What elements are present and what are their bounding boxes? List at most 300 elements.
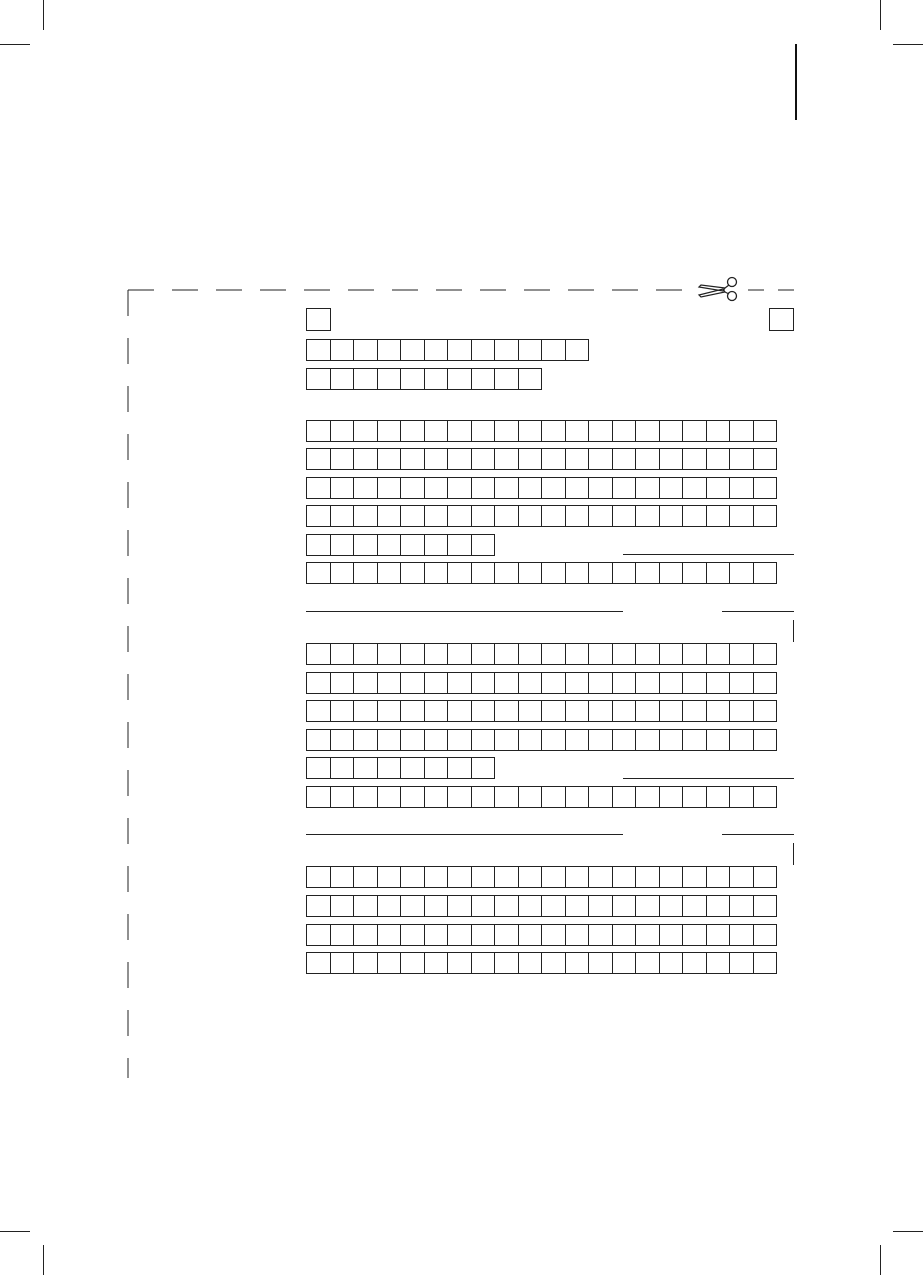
- character-box[interactable]: [353, 924, 378, 946]
- character-box[interactable]: [377, 368, 402, 390]
- character-box[interactable]: [306, 339, 331, 361]
- character-box[interactable]: [447, 420, 472, 442]
- character-box[interactable]: [471, 534, 496, 556]
- character-box[interactable]: [471, 866, 496, 888]
- character-box[interactable]: [565, 643, 590, 665]
- character-box[interactable]: [635, 786, 660, 808]
- character-box[interactable]: [706, 786, 731, 808]
- character-box[interactable]: [541, 729, 566, 751]
- character-box[interactable]: [753, 505, 778, 527]
- character-box[interactable]: [588, 562, 613, 584]
- character-box[interactable]: [565, 924, 590, 946]
- character-box[interactable]: [588, 729, 613, 751]
- character-box[interactable]: [306, 924, 331, 946]
- character-box[interactable]: [659, 672, 684, 694]
- character-box[interactable]: [659, 729, 684, 751]
- character-box[interactable]: [565, 786, 590, 808]
- character-box[interactable]: [400, 368, 425, 390]
- character-box[interactable]: [729, 672, 754, 694]
- character-box[interactable]: [447, 477, 472, 499]
- character-box[interactable]: [494, 368, 519, 390]
- character-box[interactable]: [588, 952, 613, 974]
- character-box[interactable]: [518, 866, 543, 888]
- character-box[interactable]: [659, 420, 684, 442]
- character-box[interactable]: [541, 505, 566, 527]
- character-box[interactable]: [541, 448, 566, 470]
- character-box[interactable]: [306, 729, 331, 751]
- character-box[interactable]: [471, 786, 496, 808]
- character-box[interactable]: [635, 952, 660, 974]
- character-box[interactable]: [706, 420, 731, 442]
- character-box[interactable]: [471, 757, 496, 779]
- character-box[interactable]: [377, 672, 402, 694]
- character-box[interactable]: [306, 700, 331, 722]
- character-box[interactable]: [494, 505, 519, 527]
- character-box[interactable]: [447, 562, 472, 584]
- character-box[interactable]: [706, 562, 731, 584]
- character-box[interactable]: [635, 477, 660, 499]
- character-box[interactable]: [424, 643, 449, 665]
- character-box[interactable]: [353, 420, 378, 442]
- character-box[interactable]: [518, 895, 543, 917]
- character-box[interactable]: [306, 505, 331, 527]
- character-box[interactable]: [330, 534, 355, 556]
- character-box[interactable]: [353, 866, 378, 888]
- character-box[interactable]: [377, 534, 402, 556]
- character-box[interactable]: [706, 952, 731, 974]
- character-box[interactable]: [518, 729, 543, 751]
- character-box[interactable]: [588, 643, 613, 665]
- character-box[interactable]: [635, 895, 660, 917]
- character-box[interactable]: [518, 786, 543, 808]
- character-box[interactable]: [424, 700, 449, 722]
- character-box[interactable]: [377, 643, 402, 665]
- character-box[interactable]: [706, 505, 731, 527]
- character-box[interactable]: [729, 505, 754, 527]
- character-box[interactable]: [471, 477, 496, 499]
- character-box[interactable]: [518, 924, 543, 946]
- character-box[interactable]: [330, 448, 355, 470]
- character-box[interactable]: [659, 924, 684, 946]
- character-box[interactable]: [682, 672, 707, 694]
- character-box[interactable]: [471, 924, 496, 946]
- character-box[interactable]: [494, 477, 519, 499]
- character-box[interactable]: [424, 339, 449, 361]
- character-box[interactable]: [471, 562, 496, 584]
- character-box[interactable]: [612, 729, 637, 751]
- character-box[interactable]: [377, 924, 402, 946]
- character-box[interactable]: [424, 757, 449, 779]
- character-box[interactable]: [518, 368, 543, 390]
- character-box[interactable]: [447, 924, 472, 946]
- character-box[interactable]: [424, 534, 449, 556]
- character-box[interactable]: [424, 368, 449, 390]
- character-box[interactable]: [518, 339, 543, 361]
- character-box[interactable]: [447, 643, 472, 665]
- character-box[interactable]: [612, 700, 637, 722]
- character-box[interactable]: [612, 952, 637, 974]
- character-box[interactable]: [729, 448, 754, 470]
- character-box[interactable]: [424, 477, 449, 499]
- character-box[interactable]: [306, 643, 331, 665]
- character-box[interactable]: [306, 562, 331, 584]
- character-box[interactable]: [635, 924, 660, 946]
- character-box[interactable]: [494, 729, 519, 751]
- character-box[interactable]: [706, 700, 731, 722]
- character-box[interactable]: [447, 368, 472, 390]
- character-box[interactable]: [612, 420, 637, 442]
- character-box[interactable]: [471, 368, 496, 390]
- character-box[interactable]: [635, 866, 660, 888]
- character-box[interactable]: [753, 866, 778, 888]
- character-box[interactable]: [753, 700, 778, 722]
- character-box[interactable]: [494, 420, 519, 442]
- character-box[interactable]: [377, 729, 402, 751]
- character-box[interactable]: [306, 477, 331, 499]
- character-box[interactable]: [424, 448, 449, 470]
- character-box[interactable]: [612, 477, 637, 499]
- character-box[interactable]: [682, 477, 707, 499]
- character-box[interactable]: [729, 952, 754, 974]
- character-box[interactable]: [729, 786, 754, 808]
- character-box[interactable]: [306, 866, 331, 888]
- character-box[interactable]: [541, 643, 566, 665]
- character-box[interactable]: [518, 448, 543, 470]
- character-box[interactable]: [588, 672, 613, 694]
- character-box[interactable]: [612, 672, 637, 694]
- character-box[interactable]: [471, 643, 496, 665]
- character-box[interactable]: [565, 339, 590, 361]
- character-box[interactable]: [400, 895, 425, 917]
- character-box[interactable]: [682, 952, 707, 974]
- checkbox-left[interactable]: [306, 308, 331, 331]
- character-box[interactable]: [330, 729, 355, 751]
- character-box[interactable]: [471, 895, 496, 917]
- character-box[interactable]: [353, 895, 378, 917]
- character-box[interactable]: [565, 562, 590, 584]
- character-box[interactable]: [494, 448, 519, 470]
- character-box[interactable]: [753, 477, 778, 499]
- character-box[interactable]: [471, 448, 496, 470]
- character-box[interactable]: [494, 672, 519, 694]
- character-box[interactable]: [424, 786, 449, 808]
- character-box[interactable]: [353, 672, 378, 694]
- character-box[interactable]: [612, 786, 637, 808]
- character-box[interactable]: [400, 952, 425, 974]
- character-box[interactable]: [729, 895, 754, 917]
- character-box[interactable]: [494, 895, 519, 917]
- character-box[interactable]: [753, 895, 778, 917]
- character-box[interactable]: [377, 505, 402, 527]
- character-box[interactable]: [306, 448, 331, 470]
- character-box[interactable]: [494, 643, 519, 665]
- character-box[interactable]: [447, 866, 472, 888]
- character-box[interactable]: [706, 448, 731, 470]
- character-box[interactable]: [659, 562, 684, 584]
- character-box[interactable]: [588, 700, 613, 722]
- character-box[interactable]: [565, 700, 590, 722]
- character-box[interactable]: [447, 700, 472, 722]
- character-box[interactable]: [377, 786, 402, 808]
- character-box[interactable]: [541, 562, 566, 584]
- character-box[interactable]: [541, 672, 566, 694]
- character-box[interactable]: [518, 505, 543, 527]
- checkbox-right[interactable]: [769, 308, 794, 331]
- character-box[interactable]: [377, 895, 402, 917]
- character-box[interactable]: [635, 729, 660, 751]
- character-box[interactable]: [377, 477, 402, 499]
- character-box[interactable]: [424, 866, 449, 888]
- character-box[interactable]: [471, 729, 496, 751]
- character-box[interactable]: [353, 368, 378, 390]
- character-box[interactable]: [753, 643, 778, 665]
- character-box[interactable]: [400, 448, 425, 470]
- character-box[interactable]: [659, 700, 684, 722]
- character-box[interactable]: [494, 924, 519, 946]
- character-box[interactable]: [377, 420, 402, 442]
- character-box[interactable]: [306, 420, 331, 442]
- character-box[interactable]: [541, 924, 566, 946]
- character-box[interactable]: [353, 952, 378, 974]
- character-box[interactable]: [306, 534, 331, 556]
- character-box[interactable]: [518, 952, 543, 974]
- character-box[interactable]: [400, 786, 425, 808]
- character-box[interactable]: [330, 952, 355, 974]
- character-box[interactable]: [494, 700, 519, 722]
- character-box[interactable]: [447, 672, 472, 694]
- character-box[interactable]: [565, 448, 590, 470]
- character-box[interactable]: [424, 729, 449, 751]
- character-box[interactable]: [424, 420, 449, 442]
- character-box[interactable]: [471, 952, 496, 974]
- character-box[interactable]: [424, 895, 449, 917]
- character-box[interactable]: [659, 477, 684, 499]
- character-box[interactable]: [353, 729, 378, 751]
- character-box[interactable]: [424, 505, 449, 527]
- character-box[interactable]: [659, 448, 684, 470]
- character-box[interactable]: [494, 866, 519, 888]
- character-box[interactable]: [494, 952, 519, 974]
- character-box[interactable]: [330, 643, 355, 665]
- character-box[interactable]: [541, 339, 566, 361]
- character-box[interactable]: [494, 562, 519, 584]
- character-box[interactable]: [729, 420, 754, 442]
- character-box[interactable]: [682, 448, 707, 470]
- character-box[interactable]: [424, 672, 449, 694]
- character-box[interactable]: [682, 924, 707, 946]
- character-box[interactable]: [706, 729, 731, 751]
- character-box[interactable]: [588, 895, 613, 917]
- character-box[interactable]: [635, 448, 660, 470]
- character-box[interactable]: [400, 477, 425, 499]
- character-box[interactable]: [400, 866, 425, 888]
- character-box[interactable]: [682, 562, 707, 584]
- character-box[interactable]: [729, 924, 754, 946]
- character-box[interactable]: [541, 420, 566, 442]
- character-box[interactable]: [330, 420, 355, 442]
- character-box[interactable]: [659, 505, 684, 527]
- character-box[interactable]: [353, 505, 378, 527]
- character-box[interactable]: [518, 477, 543, 499]
- character-box[interactable]: [612, 562, 637, 584]
- character-box[interactable]: [729, 866, 754, 888]
- character-box[interactable]: [447, 729, 472, 751]
- character-box[interactable]: [306, 895, 331, 917]
- character-box[interactable]: [471, 672, 496, 694]
- character-box[interactable]: [353, 477, 378, 499]
- character-box[interactable]: [753, 562, 778, 584]
- character-box[interactable]: [518, 420, 543, 442]
- character-box[interactable]: [682, 505, 707, 527]
- character-box[interactable]: [541, 700, 566, 722]
- character-box[interactable]: [400, 700, 425, 722]
- character-box[interactable]: [706, 924, 731, 946]
- character-box[interactable]: [635, 505, 660, 527]
- character-box[interactable]: [682, 866, 707, 888]
- character-box[interactable]: [565, 729, 590, 751]
- character-box[interactable]: [588, 505, 613, 527]
- character-box[interactable]: [635, 643, 660, 665]
- character-box[interactable]: [330, 786, 355, 808]
- character-box[interactable]: [330, 368, 355, 390]
- character-box[interactable]: [471, 505, 496, 527]
- character-box[interactable]: [400, 562, 425, 584]
- character-box[interactable]: [400, 729, 425, 751]
- character-box[interactable]: [447, 448, 472, 470]
- character-box[interactable]: [377, 700, 402, 722]
- character-box[interactable]: [330, 339, 355, 361]
- character-box[interactable]: [330, 895, 355, 917]
- character-box[interactable]: [612, 505, 637, 527]
- character-box[interactable]: [353, 700, 378, 722]
- character-box[interactable]: [565, 672, 590, 694]
- character-box[interactable]: [682, 786, 707, 808]
- character-box[interactable]: [612, 895, 637, 917]
- character-box[interactable]: [706, 477, 731, 499]
- character-box[interactable]: [753, 786, 778, 808]
- character-box[interactable]: [635, 420, 660, 442]
- character-box[interactable]: [659, 866, 684, 888]
- character-box[interactable]: [353, 448, 378, 470]
- character-box[interactable]: [424, 952, 449, 974]
- character-box[interactable]: [353, 534, 378, 556]
- character-box[interactable]: [400, 643, 425, 665]
- character-box[interactable]: [588, 786, 613, 808]
- character-box[interactable]: [330, 866, 355, 888]
- character-box[interactable]: [729, 700, 754, 722]
- character-box[interactable]: [518, 643, 543, 665]
- character-box[interactable]: [682, 643, 707, 665]
- character-box[interactable]: [330, 477, 355, 499]
- character-box[interactable]: [565, 477, 590, 499]
- character-box[interactable]: [729, 729, 754, 751]
- character-box[interactable]: [706, 672, 731, 694]
- character-box[interactable]: [424, 924, 449, 946]
- character-box[interactable]: [518, 700, 543, 722]
- character-box[interactable]: [400, 757, 425, 779]
- character-box[interactable]: [729, 477, 754, 499]
- character-box[interactable]: [471, 700, 496, 722]
- character-box[interactable]: [753, 729, 778, 751]
- character-box[interactable]: [635, 700, 660, 722]
- character-box[interactable]: [377, 562, 402, 584]
- character-box[interactable]: [635, 562, 660, 584]
- character-box[interactable]: [306, 786, 331, 808]
- character-box[interactable]: [659, 786, 684, 808]
- character-box[interactable]: [588, 448, 613, 470]
- character-box[interactable]: [306, 672, 331, 694]
- character-box[interactable]: [612, 448, 637, 470]
- character-box[interactable]: [682, 420, 707, 442]
- character-box[interactable]: [588, 924, 613, 946]
- character-box[interactable]: [353, 562, 378, 584]
- character-box[interactable]: [447, 534, 472, 556]
- character-box[interactable]: [518, 562, 543, 584]
- character-box[interactable]: [306, 952, 331, 974]
- character-box[interactable]: [377, 866, 402, 888]
- character-box[interactable]: [330, 924, 355, 946]
- character-box[interactable]: [612, 643, 637, 665]
- character-box[interactable]: [753, 952, 778, 974]
- character-box[interactable]: [377, 448, 402, 470]
- character-box[interactable]: [541, 895, 566, 917]
- character-box[interactable]: [541, 786, 566, 808]
- character-box[interactable]: [706, 643, 731, 665]
- character-box[interactable]: [565, 505, 590, 527]
- character-box[interactable]: [682, 729, 707, 751]
- character-box[interactable]: [729, 562, 754, 584]
- character-box[interactable]: [588, 420, 613, 442]
- character-box[interactable]: [377, 757, 402, 779]
- character-box[interactable]: [353, 339, 378, 361]
- character-box[interactable]: [753, 672, 778, 694]
- character-box[interactable]: [377, 952, 402, 974]
- character-box[interactable]: [659, 895, 684, 917]
- character-box[interactable]: [541, 952, 566, 974]
- character-box[interactable]: [353, 786, 378, 808]
- character-box[interactable]: [659, 643, 684, 665]
- character-box[interactable]: [353, 643, 378, 665]
- character-box[interactable]: [471, 339, 496, 361]
- character-box[interactable]: [706, 866, 731, 888]
- character-box[interactable]: [565, 895, 590, 917]
- character-box[interactable]: [635, 672, 660, 694]
- character-box[interactable]: [494, 786, 519, 808]
- character-box[interactable]: [353, 757, 378, 779]
- character-box[interactable]: [588, 477, 613, 499]
- character-box[interactable]: [330, 672, 355, 694]
- character-box[interactable]: [588, 866, 613, 888]
- character-box[interactable]: [471, 420, 496, 442]
- character-box[interactable]: [330, 700, 355, 722]
- character-box[interactable]: [612, 866, 637, 888]
- character-box[interactable]: [400, 505, 425, 527]
- character-box[interactable]: [447, 505, 472, 527]
- character-box[interactable]: [447, 952, 472, 974]
- character-box[interactable]: [447, 895, 472, 917]
- character-box[interactable]: [330, 757, 355, 779]
- character-box[interactable]: [753, 924, 778, 946]
- character-box[interactable]: [753, 448, 778, 470]
- character-box[interactable]: [400, 672, 425, 694]
- character-box[interactable]: [306, 368, 331, 390]
- character-box[interactable]: [612, 924, 637, 946]
- character-box[interactable]: [400, 420, 425, 442]
- character-box[interactable]: [447, 757, 472, 779]
- character-box[interactable]: [447, 786, 472, 808]
- character-box[interactable]: [330, 505, 355, 527]
- character-box[interactable]: [659, 952, 684, 974]
